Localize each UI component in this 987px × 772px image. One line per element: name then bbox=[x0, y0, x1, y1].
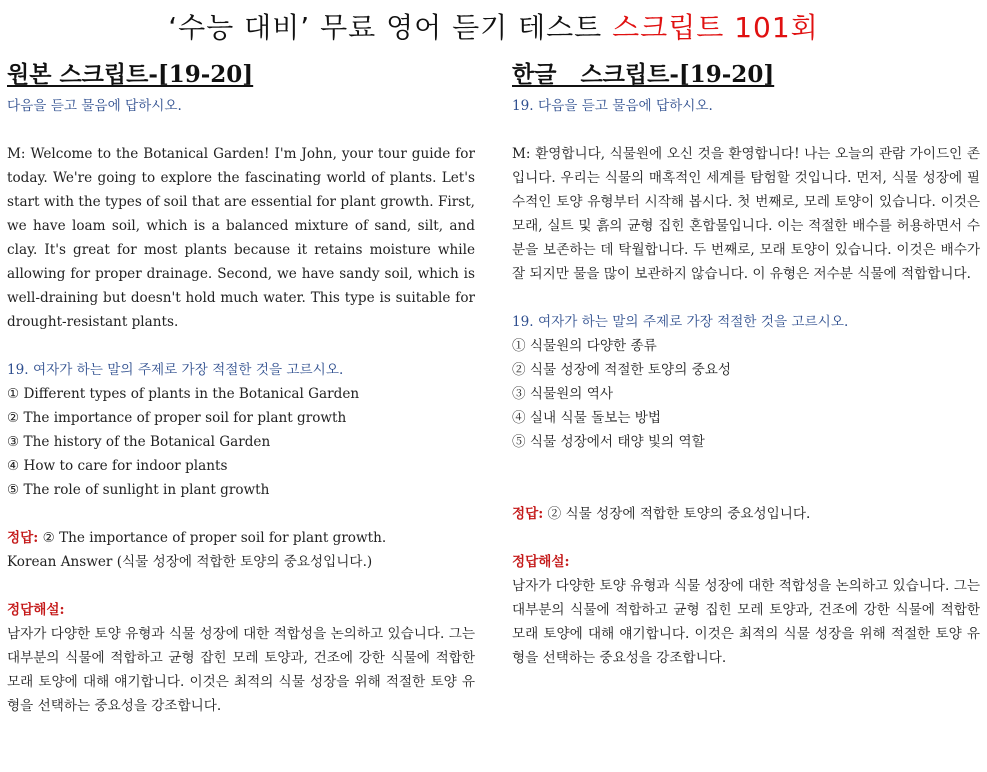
answer bbox=[7, 526, 475, 550]
question: 19. 여자가 하는 말의 주제로 가장 적절한 것을 고르시오. bbox=[512, 314, 849, 330]
option-2: ② The importance of proper soil for plant growth bbox=[7, 410, 347, 426]
option-3: ③ The history of the Botanical Garden bbox=[7, 434, 271, 450]
script-text: M: 환영합니다, 식물원에 오신 것을 환영합니다! 나는 오늘의 관람 가이드인 존입니다. 우리는 식물의 매혹적인 세계를 탐험할 것입니다. 먼저, 식물 성장에 필수적인 토양 유형부터 시작해 봅시다. 첫 번째로, 모레 토양이 있습니다. 이것은 모래, 실트 및 흙의 균형 집힌 혼합물입니다. 이는 적절한 배수를 허용하면서 수분을 보존하는 데 탁월합니다. 두 번째로, 모래 토양이 있습니다. 이것은 배수가 잘 되지만 물을 많이 보관하지 않습니다. 이 유형은 저수분 식물에 적합합니다. bbox=[512, 146, 980, 282]
answer bbox=[512, 502, 980, 526]
option-4: ④ 실내 식물 돌보는 방법 bbox=[512, 410, 662, 426]
answer-label: 정답: bbox=[7, 530, 39, 546]
title-main: ‘수능 대비’ 무료 영어 듣기 테스트 bbox=[168, 11, 603, 44]
option-1: ① 식물원의 다양한 종류 bbox=[512, 338, 657, 354]
original-script-column bbox=[7, 60, 475, 718]
korean-script-column bbox=[512, 60, 980, 670]
original-script-heading: 원본 스크립트-[19-20] bbox=[7, 61, 254, 88]
instruction: 19. 다음을 듣고 물음에 답하시오. bbox=[512, 98, 713, 114]
script-text: M: Welcome to the Botanical Garden! I'm John, your tour guide for today. We're going to explore the fascinating world of plants. Let's start with the types of soil that are essential for plant growth. First, we have loam soil, which is a balanced mixture of sand, silt, and clay. It's great for most plants because it retains moisture while allowing for proper drainage. Second, we have sandy soil, which is well-draining but doesn't hold much water. This type is suitable for drought-resistant plants. bbox=[7, 146, 475, 330]
explanation-text: 남자가 다양한 토양 유형과 식물 성장에 대한 적합성을 논의하고 있습니다. 그는 대부분의 식물에 적합하고 균형 잡힌 모레 토양과, 건조에 강한 식물에 적합한 모래 토양에 대해 얘기합니다. 이것은 최적의 식물 성장을 위해 적절한 토양 유형을 선택하는 중요성을 강조합니다. bbox=[7, 626, 475, 714]
option-1: ① Different types of plants in the Botanical Garden bbox=[7, 386, 360, 402]
option-5: ⑤ 식물 성장에서 태양 빛의 역할 bbox=[512, 434, 705, 450]
answer-label: 정답: bbox=[512, 506, 544, 522]
korean-answer: Korean Answer (식물 성장에 적합한 토양의 중요성입니다.) bbox=[7, 554, 373, 570]
answer-text: ② 식물 성장에 적합한 토양의 중요성입니다. bbox=[543, 506, 811, 522]
explanation-label: 정답해설: bbox=[512, 554, 570, 570]
option-5: ⑤ The role of sunlight in plant growth bbox=[7, 482, 270, 498]
question: 19. 여자가 하는 말의 주제로 가장 적절한 것을 고르시오. bbox=[7, 362, 344, 378]
title-episode: 스크립트 101회 bbox=[612, 11, 819, 44]
explanation-text: 남자가 다양한 토양 유형과 식물 성장에 대한 적합성을 논의하고 있습니다. 그는 대부분의 식물에 적합하고 균형 집힌 모레 토양과, 건조에 강한 식물에 적합한 모래 토양에 대해 얘기합니다. 이것은 최적의 식물 성장을 위해 적절한 토양 유형을 선택하는 중요성을 강조합니다. bbox=[512, 578, 980, 666]
page-title bbox=[0, 6, 987, 46]
explanation-label: 정답해설: bbox=[7, 602, 65, 618]
option-3: ③ 식물원의 역사 bbox=[512, 386, 614, 402]
option-2: ② 식물 성장에 적절한 토양의 중요성 bbox=[512, 362, 732, 378]
korean-script-heading: 한글 스크립트-[19-20] bbox=[512, 61, 775, 88]
option-4: ④ How to care for indoor plants bbox=[7, 458, 228, 474]
instruction: 다음을 듣고 물음에 답하시오. bbox=[7, 98, 182, 114]
answer-text: ② The importance of proper soil for plant growth. bbox=[38, 530, 387, 546]
